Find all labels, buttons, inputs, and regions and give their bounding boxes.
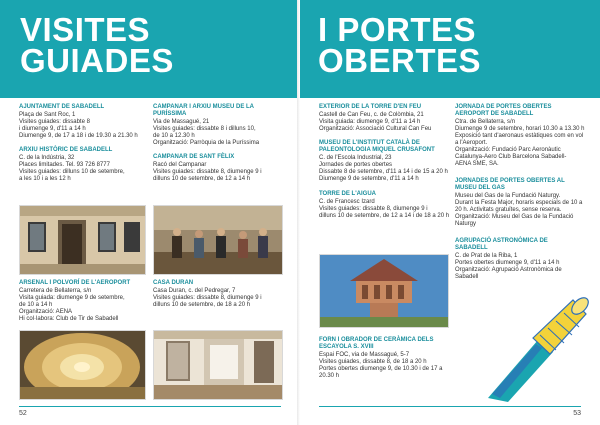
entry-line: de 10 a 12.30 h [153,133,195,139]
entry-line: 20 h. Activitats gratuïtes, sense reserva. [455,207,562,213]
right-page-title: I PORTES OBERTES [318,11,482,79]
listing-entry [319,140,447,183]
entry-line: de 10 a 14 h [19,302,53,308]
entry-line: Organització: Associació Cultural Can Feu [319,126,432,132]
entry-line: Espai FOC, via de Massagué, 5-7 [319,352,410,358]
entry-line: Visites guiades: dissabte 8 i dilluns 10, [153,126,256,132]
entry-line: Exposició tant d'aeronaus estàtiques com en vol [455,133,584,139]
entry-line: Plaça de Sant Roc, 1 [19,112,76,118]
entry-line: dilluns 10 de setembre, de 12 a 14 i de 18 a 20 h [319,213,450,219]
listing-entry [153,104,283,147]
telescope-icon [488,295,591,402]
entry-title: AGRUPACIÓ ASTRONÒMICA DE SABADELL [455,238,548,251]
entry-title: JORNADA DE PORTES OBERTES AEROPORT DE SABADELL [455,104,552,117]
photo-arsenal-tunnel [19,330,146,400]
entry-line: Visita guiada: diumenge 9, d'11 a 14 h [319,119,421,125]
listing-entry [153,154,283,183]
entry-line: Jornades de portes obertes [319,162,393,168]
interior-room-image [154,331,282,399]
entry-line: Naturgy [455,221,477,227]
listing-entry [153,280,283,309]
entry-line: Casa Duran, c. del Pedregar, 7 [153,288,236,294]
entry-line: C. de Francesc Izard [319,199,375,205]
listing-entry [455,178,581,228]
entry-title: EXTERIOR DE LA TORRE D'EN FEU [319,104,422,110]
entry-line: Racó del Campanar [153,162,207,168]
entry-line: Places limitades. Tel. 93 726 8777 [19,162,110,168]
entry-line: Visita guiada: diumenge 9 de setembre, [19,295,125,301]
left-footer-rule [19,406,281,407]
entry-line: C. de Prat de la Riba, 1 [455,253,518,259]
entry-line: a les 10 i a les 12 h [19,176,71,182]
entry-line: Diumenge 9, de 17 a 18 i de 19.30 a 21.30 h [19,133,138,139]
entry-line: a l'Aeroport. [455,140,488,146]
entry-line: Museu del Gas de la Fundació Naturgy. [455,193,561,199]
entry-line: Organització: Fundació Parc Aeronàutic Catalunya-Aero Club Barcelona Sabadell- AENA SME, SA. [455,147,567,167]
entry-title: ARSENAL I POLVORÍ DE L'AEROPORT [19,280,131,286]
entry-title: CAMPANAR DE SANT FÈLIX [153,154,235,160]
entry-line: Dissabte 8 de setembre, d'11 a 14 i de 15 a 20 h [319,169,448,175]
right-header-band [300,0,600,98]
left-column-2-lower [153,280,283,316]
group-visit-image [154,206,282,274]
entry-title: ARXIU HISTÒRIC DE SABADELL [19,147,113,153]
telescope-illustration [478,290,598,402]
left-page-title: VISITES GUIADES [20,11,174,79]
entry-line: Durant la Festa Major, horaris especials de 10 a [455,200,583,206]
entry-line: Organització: Agrupació Astronòmica de [455,267,562,273]
listing-entry [319,191,450,220]
entry-line: Visites guiades: dissabte 8, diumenge 9 i [153,295,262,301]
building-facade-image [20,206,145,274]
entry-line: Organització: Parròquia de la Puríssima [153,140,260,146]
entry-line: Sabadell [455,274,479,280]
entry-line: Portes obertes diumenge 9, de 10.30 i de 17 a [319,366,443,372]
entry-title: CAMPANAR I ARXIU MUSEU DE LA PURÍSSIMA [153,104,254,117]
left-column-1-lower [19,280,144,330]
entry-line: dilluns 10 de setembre, de 18 a 20 h [153,302,251,308]
right-column-1-lower [319,337,447,387]
listing-entry [19,104,144,140]
photo-casa-duran [153,330,283,400]
right-column-2 [455,104,585,288]
left-column-2 [153,104,283,190]
entry-title: TORRE DE L'AIGUA [319,191,376,197]
entry-line: C. de la Indústria, 32 [19,155,75,161]
entry-line: Visites guiades, dissabte 8, de 18 a 20 h [319,359,427,365]
entry-line: Diumenge 9 de setembre, horari 10.30 a 13.30 h [455,126,585,132]
left-column-1 [19,104,144,190]
entry-line: Diumenge 9 de setembre, d'11 a 14 h [319,176,419,182]
right-page [300,0,600,425]
left-page-number: 52 [19,410,27,417]
entry-line: Via de Massagué, 21 [153,119,210,125]
entry-line: Hi col·labora: Club de Tir de Sabadell [19,316,119,322]
listing-entry [455,104,585,168]
entry-line: 20.30 h [319,373,340,379]
tunnel-image [20,331,145,399]
entry-line: Organització: AENA [19,309,73,315]
right-footer-rule [319,406,581,407]
photo-arxiu-historic [19,205,146,275]
entry-line: Visites guiades: dissabte 8, diumenge 9 i [319,206,428,212]
right-page-number: 53 [573,410,581,417]
left-header-band [0,0,300,98]
entry-line: Visites guiades: dilluns 10 de setembre, [19,169,125,175]
entry-line: dilluns 10 de setembre, de 12 a 14 h [153,176,251,182]
entry-title: MUSEU DE L'INSTITUT CATALÀ DE PALEONTOLOGIA MIQUEL CRUSAFONT [319,140,435,153]
entry-line: Visites guiades: dissabte 8 [19,119,90,125]
listing-entry [19,280,144,323]
photo-torre-aigua [319,254,449,328]
entry-line: Visites guiades: dissabte 8, diumenge 9 i [153,169,262,175]
entry-line: C. de l'Escola Industrial, 23 [319,155,392,161]
entry-title: FORN I OBRADOR DE CERÀMICA DELS ESCAYOLA S. XVIII [319,337,434,350]
entry-line: Ctra. de Bellaterra, s/n [455,119,516,125]
water-tower-image [320,255,448,327]
entry-title: CASA DURAN [153,280,194,286]
entry-line: Carretera de Bellaterra, s/n [19,288,92,294]
entry-line: Portes obertes diumenge 9, d'11 a 14 h [455,260,560,266]
listing-entry [455,238,581,281]
entry-line: Castell de Can Feu, c. de Colòmbia, 21 [319,112,424,118]
listing-entry [19,147,144,183]
right-column-1 [319,104,450,227]
listing-entry [319,104,447,133]
photo-campanar-interior [153,205,283,275]
entry-title: AJUNTAMENT DE SABADELL [19,104,105,110]
entry-title: JORNADES DE PORTES OBERTES AL MUSEU DEL GAS [455,178,565,191]
entry-line: i diumenge 9, d'11 a 14 h [19,126,86,132]
listing-entry [319,337,447,380]
entry-line: Organització: Museu del Gas de la Fundació [455,214,574,220]
